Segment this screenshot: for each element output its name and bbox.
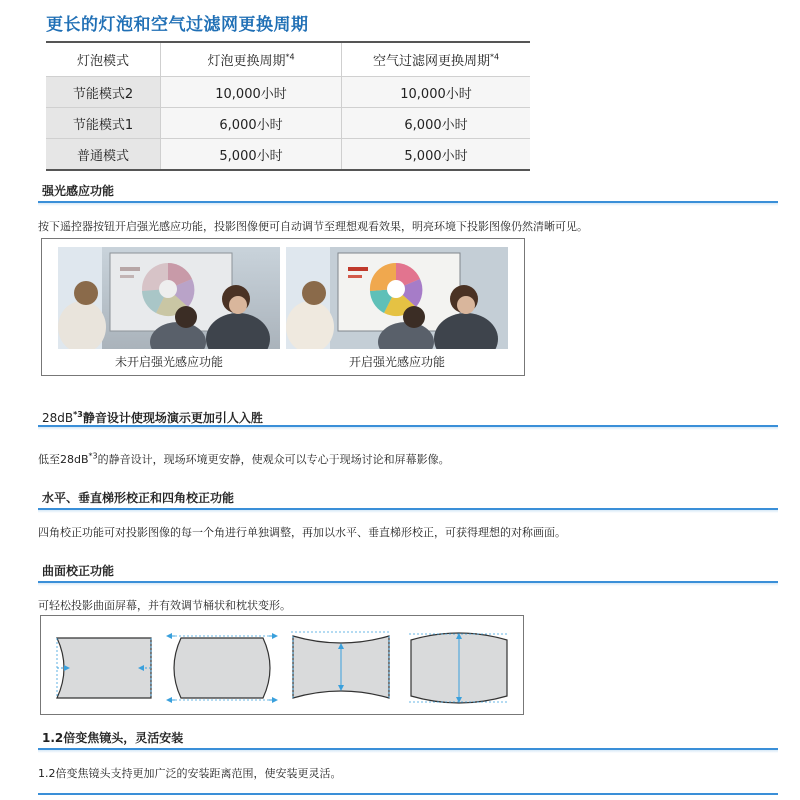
shape-barrel	[409, 633, 509, 703]
table-cell-lamp: 10,000小时	[161, 77, 342, 108]
section-text-zoom: 1.2倍变焦镜头支持更加广泛的安装距离范围，使安装更灵活。	[38, 767, 342, 780]
photo-sensor-off	[58, 247, 280, 349]
page-title: 更长的灯泡和空气过滤网更换周期	[46, 15, 309, 35]
section-text-curved: 可轻松投影曲面屏幕，并有效调节桶状和枕状变形。	[38, 599, 291, 612]
photo-sensor-on	[286, 247, 508, 349]
section-text-light-sensor: 按下遥控器按钮开启强光感应功能，投影图像便可自动调节至理想观看效果，明亮环境下投影图像仍然清晰可见。	[38, 220, 588, 233]
caption-sensor-on: 开启强光感应功能	[348, 355, 445, 369]
table-cell-filter: 10,000小时	[342, 77, 531, 108]
section-heading-keystone: 水平、垂直梯形校正和四角校正功能	[38, 488, 778, 510]
table-row	[46, 77, 530, 108]
section-heading-light-sensor: 强光感应功能	[38, 181, 778, 203]
replacement-cycle-table	[46, 41, 530, 171]
table-cell-filter: 6,000小时	[342, 108, 531, 139]
curve-correction-diagram	[40, 615, 524, 715]
meeting-photo-image	[286, 247, 508, 349]
shape-left-concave	[57, 638, 151, 698]
section-text-quiet: 低至$28dB^{*3}$的静音设计，现场环境更安静，使观众可以专心于现场讨论和屏幕影像。	[38, 451, 450, 466]
shape-convex-sides	[169, 636, 275, 700]
table-header-row	[46, 42, 530, 77]
col-header-lamp-cycle: 灯泡更换周期$^{*4}$	[161, 42, 342, 77]
shape-top-bottom-concave	[291, 632, 391, 698]
table-cell-filter: 5,000小时	[342, 139, 531, 171]
curve-shapes-illustration	[41, 616, 523, 714]
table-cell-mode: 普通模式	[46, 139, 161, 171]
section-heading-quiet: $28dB^{*3}$静音设计使现场演示更加引人入胜	[38, 405, 778, 427]
section-heading-curved: 曲面校正功能	[38, 561, 778, 583]
meeting-photo-image	[58, 247, 280, 349]
light-sensor-comparison	[41, 238, 525, 376]
table-cell-mode: 节能模式2	[46, 77, 161, 108]
table-cell-mode: 节能模式1	[46, 108, 161, 139]
caption-sensor-off: 未开启强光感应功能	[114, 355, 223, 369]
bottom-divider	[38, 793, 778, 795]
col-header-filter-cycle: 空气过滤网更换周期$^{*4}$	[342, 42, 531, 77]
table-row	[46, 139, 530, 171]
table-cell-lamp: 6,000小时	[161, 108, 342, 139]
table-row	[46, 108, 530, 139]
section-text-keystone: 四角校正功能可对投影图像的每一个角进行单独调整，再加以水平、垂直梯形校正，可获得理想的对称画面。	[38, 526, 566, 539]
section-heading-zoom: 1.2倍变焦镜头，灵活安装	[38, 728, 778, 750]
col-header-lamp-mode: 灯泡模式	[46, 42, 161, 77]
table-cell-lamp: 5,000小时	[161, 139, 342, 171]
